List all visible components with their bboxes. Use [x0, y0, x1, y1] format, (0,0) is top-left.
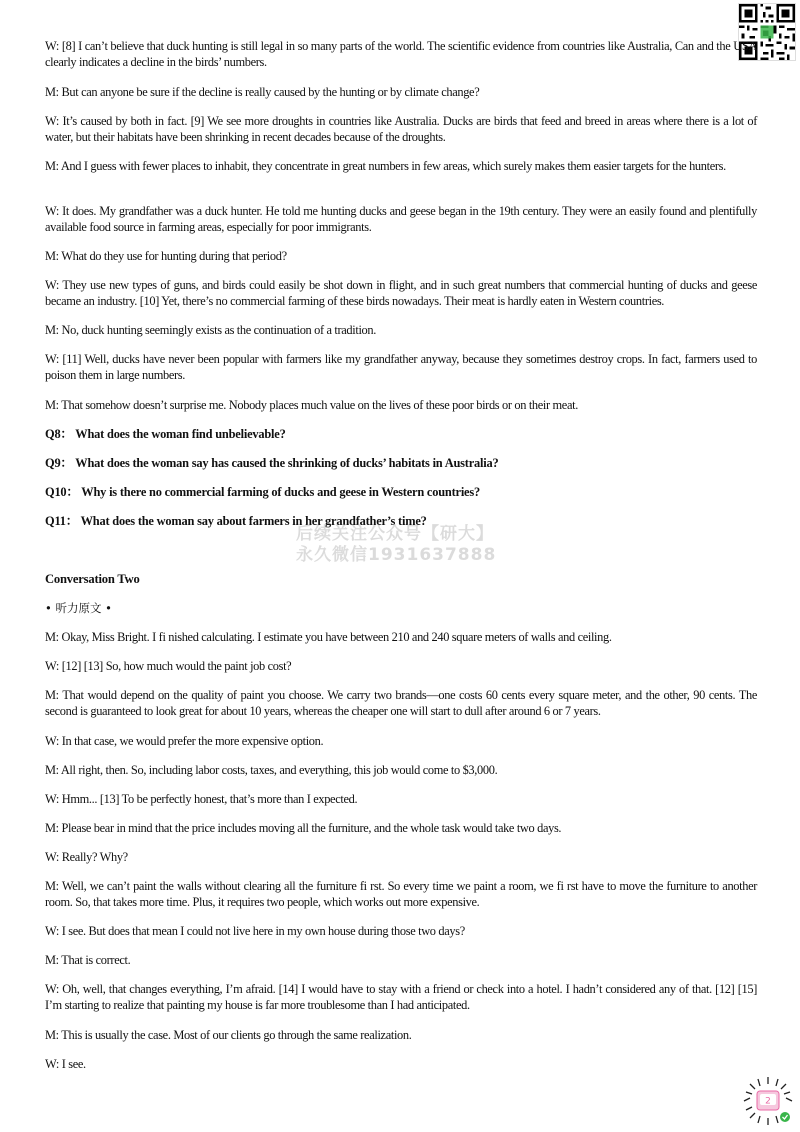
dialogue-line: M: That somehow doesn’t surprise me. Nobody places much value on the lives of these poor birds or on their meat.	[45, 398, 578, 412]
dialogue-line: M: And I guess with fewer places to inhabit, they concentrate in great numbers in few areas, which surely makes them easier targets for the hunters.	[45, 159, 726, 173]
mascot-badge-icon[interactable]	[738, 1074, 796, 1128]
question-q10: Q10： Why is there no commercial farming of ducks and geese in Western countries?	[45, 485, 480, 499]
dialogue-line: W: [8] I can’t believe that duck hunting is still legal in so many parts of the world. The scientific evidence from countries like Australia, Can and the USA clearly indicates a decline in the birds’ numbers.	[45, 39, 757, 69]
dialogue-line: M: But can anyone be sure if the decline is really caused by the hunting or by climate change?	[45, 85, 480, 99]
badge-number: 2	[765, 1096, 771, 1107]
dialogue-line: W: It’s caused by both in fact. [9] We see more droughts in countries like Australia. Ducks are birds that feed and breed in areas where there is a lot of water, but their habitats have been shrinking in recent decades because of the droughts.	[45, 114, 757, 144]
question-q9: Q9： What does the woman say has caused the shrinking of ducks’ habitats in Australia?	[45, 456, 499, 470]
dialogue-line: M: Well, we can’t paint the walls without clearing all the furniture fi rst. So every time we paint a room, we fi rst have to move the furniture to another room. So, that takes more time. Plus, it requires two people, which works out more expensive.	[45, 879, 757, 909]
section-heading: Conversation Two	[45, 572, 140, 586]
watermark-line: 永久微信1931637888	[296, 545, 497, 565]
dialogue-line: M: What do they use for hunting during that period?	[45, 249, 287, 263]
dialogue-line: W: It does. My grandfather was a duck hunter. He told me hunting ducks and geese began in the 19th century. They were an easily found and plentifully available food source in farming areas, especially for poor immigrants.	[45, 204, 757, 234]
dialogue-line: W: I see. But does that mean I could not live here in my own house during those two days?	[45, 924, 465, 938]
watermark-text	[296, 524, 511, 566]
dialogue-line: W: Oh, well, that changes everything, I’m afraid. [14] I would have to stay with a friend or check into a hotel. I hadn’t considered any of that. [12] [15] I’m starting to realize that painting my house is far more troublesome than I had anticipated.	[45, 982, 757, 1012]
transcript-label: • 听力原文 •	[45, 601, 112, 615]
dialogue-line: W: In that case, we would prefer the more expensive option.	[45, 734, 324, 748]
dialogue-line: M: Okay, Miss Bright. I fi nished calculating. I estimate you have between 210 and 240 square meters of walls and ceiling.	[45, 630, 612, 644]
dialogue-line: M: That would depend on the quality of paint you choose. We carry two brands—one costs 60 cents every square meter, and the other, 90 cents. The second is guaranteed to look great for about 10 years, whereas the cheaper one will start to dull after around 6 or 7 years.	[45, 688, 757, 718]
watermark-line: 后续关注公众号【研大】	[296, 524, 494, 544]
dialogue-line: M: This is usually the case. Most of our clients go through the same realization.	[45, 1028, 412, 1042]
dialogue-line: M: No, duck hunting seemingly exists as the continuation of a tradition.	[45, 323, 376, 337]
question-q8: Q8： What does the woman find unbelievable?	[45, 427, 286, 441]
dialogue-line: M: That is correct.	[45, 953, 131, 967]
dialogue-line: W: [11] Well, ducks have never been popular with farmers like my grandfather anyway, because they sometimes destroy crops. In fact, farmers used to poison them in large numbers.	[45, 352, 757, 382]
dialogue-line: W: [12] [13] So, how much would the paint job cost?	[45, 659, 292, 673]
dialogue-line: W: They use new types of guns, and birds could easily be shot down in flight, and in such great numbers that commercial hunting of ducks and geese became an industry. [10] Yet, there’s no commercial farming of these birds nowadays. Their meat is hardly eaten in Western countries.	[45, 278, 757, 308]
dialogue-line: M: All right, then. So, including labor costs, taxes, and everything, this job would come to $3,000.	[45, 763, 498, 777]
question-q11: Q11： What does the woman say about farmers in her grandfather’s time?	[45, 514, 427, 528]
dialogue-line: W: Hmm... [13] To be perfectly honest, that’s more than I expected.	[45, 792, 358, 806]
dialogue-line: W: Really? Why?	[45, 850, 128, 864]
dialogue-line: M: Please bear in mind that the price includes moving all the furniture, and the whole task would take two days.	[45, 821, 562, 835]
dialogue-line: W: I see.	[45, 1057, 86, 1071]
